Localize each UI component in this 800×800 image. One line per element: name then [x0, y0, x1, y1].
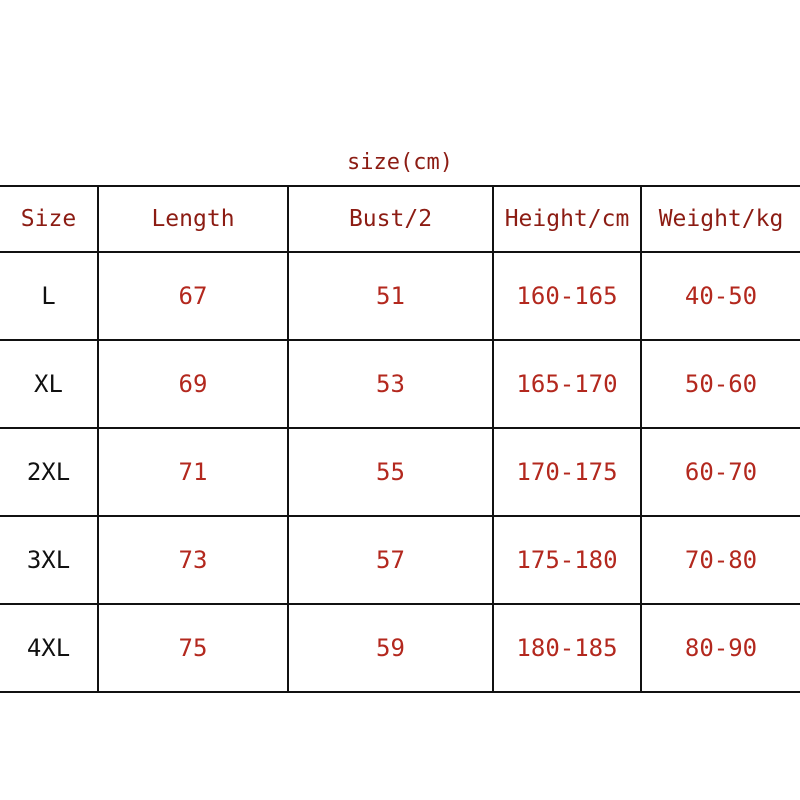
table-row: [0, 428, 800, 516]
cell-size: 2XL: [0, 428, 98, 516]
cell-length: 69: [98, 340, 288, 428]
cell-height: 160-165: [493, 252, 641, 340]
cell-height: 175-180: [493, 516, 641, 604]
cell-weight: 80-90: [641, 604, 800, 692]
cell-weight: 60-70: [641, 428, 800, 516]
cell-size: L: [0, 252, 98, 340]
column-header-height: Height/cm: [493, 186, 641, 252]
page-title: size(cm): [347, 150, 453, 175]
table-header-row: [0, 186, 800, 252]
table-row: [0, 516, 800, 604]
cell-bust: 59: [288, 604, 493, 692]
column-header-bust: Bust/2: [288, 186, 493, 252]
table-row: [0, 340, 800, 428]
cell-weight: 70-80: [641, 516, 800, 604]
cell-height: 165-170: [493, 340, 641, 428]
table-row: [0, 252, 800, 340]
cell-length: 67: [98, 252, 288, 340]
column-header-weight: Weight/kg: [641, 186, 800, 252]
table-row: [0, 604, 800, 692]
cell-bust: 55: [288, 428, 493, 516]
cell-weight: 40-50: [641, 252, 800, 340]
cell-length: 73: [98, 516, 288, 604]
cell-length: 71: [98, 428, 288, 516]
cell-length: 75: [98, 604, 288, 692]
cell-size: 3XL: [0, 516, 98, 604]
cell-size: 4XL: [0, 604, 98, 692]
cell-height: 170-175: [493, 428, 641, 516]
cell-bust: 51: [288, 252, 493, 340]
cell-height: 180-185: [493, 604, 641, 692]
column-header-length: Length: [98, 186, 288, 252]
cell-weight: 50-60: [641, 340, 800, 428]
cell-bust: 53: [288, 340, 493, 428]
size-chart-table: [0, 185, 800, 693]
cell-size: XL: [0, 340, 98, 428]
column-header-size: Size: [0, 186, 98, 252]
cell-bust: 57: [288, 516, 493, 604]
